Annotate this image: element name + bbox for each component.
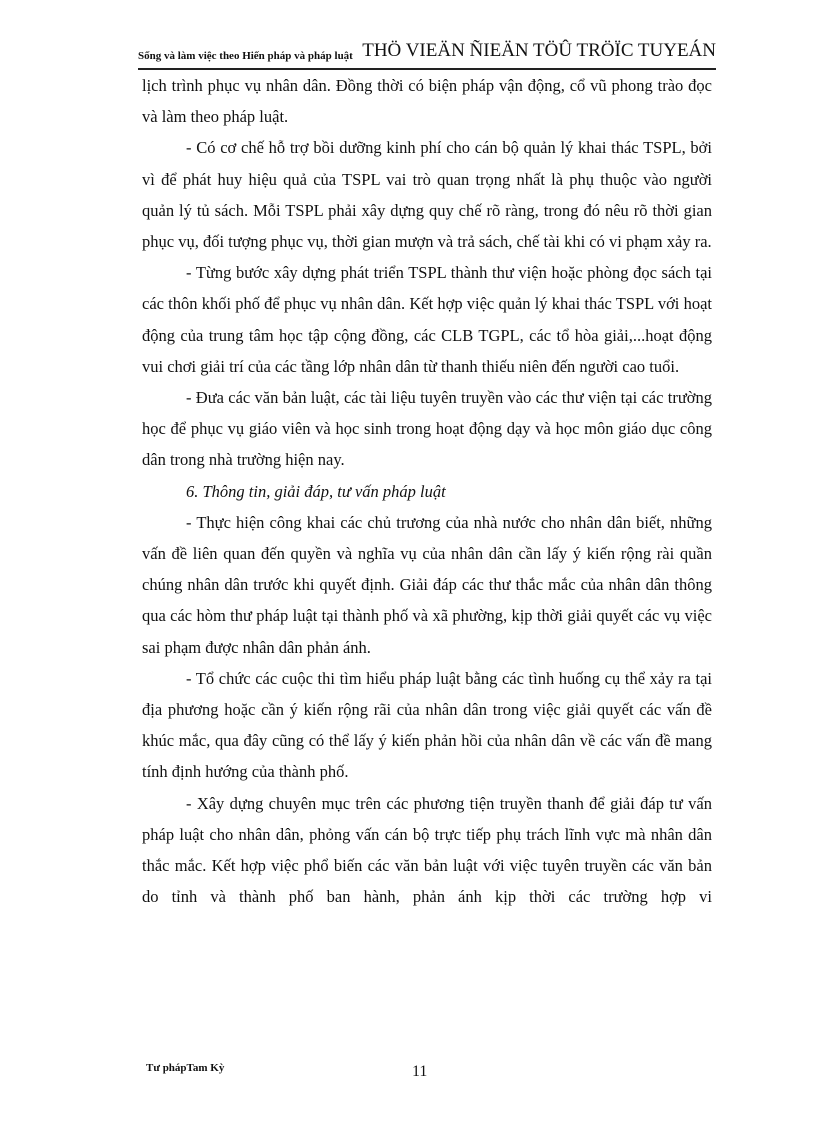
section-heading: 6. Thông tin, giải đáp, tư vấn pháp luật [186,481,446,501]
footer-organization: Tư phápTam Kỳ [146,1062,225,1074]
page-number: 11 [412,1063,428,1080]
paragraph: - Có cơ chế hỗ trợ bồi dưỡng kinh phí cho cán bộ quản lý khai thác TSPL, bởi vì để phát huy hiệu quả của TSPL vai trò quan trọng nhất là phụ thuộc vào người quản lý tủ sách. Mỗi TSPL phải xây dựng quy chế rõ ràng, trong đó nêu rõ thời gian phục vụ, đối tượng phục vụ, thời gian mượn và trả sách, chế tài khi có vi phạm xảy ra. [142,138,712,252]
paragraph: lịch trình phục vụ nhân dân. Đồng thời có biện pháp vận động, cổ vũ phong trào đọc và làm theo pháp luật. [142,76,712,127]
paragraph-last: - Xây dựng chuyên mục trên các phương tiện truyền thanh để giải đáp tư vấn pháp luật cho nhân dân, phỏng vấn cán bộ trực tiếp phụ trách lĩnh vực mà nhân dân thắc mắc. Kết hợp việc phổ biến các văn bản luật với việc tuyên truyền các văn bản do tỉnh và thành phố ban hành, phản ánh kịp thời các trường hợp vi [142,793,712,907]
paragraph: - Tổ chức các cuộc thi tìm hiểu pháp luật bằng các tình huống cụ thể xảy ra tại địa phương hoặc cần ý kiến rộng rãi của nhân dân trong việc giải quyết các vấn đề khúc mắc, qua đây cũng có thể lấy ý kiến phản hồi của nhân dân về các vấn đề mang tính định hướng của thành phố. [142,668,712,782]
header-document-title: Sống và làm việc theo Hiến pháp và pháp luật [138,50,353,62]
paragraph: - Đưa các văn bản luật, các tài liệu tuyên truyền vào các thư viện tại các trường học để phục vụ giáo viên và học sinh trong hoạt động dạy và học môn giáo dục công dân trong nhà trường hiện nay. [142,388,712,470]
paragraph: - Thực hiện công khai các chủ trương của nhà nước cho nhân dân biết, những vấn đề liên quan đến quyền và nghĩa vụ của nhân dân cần lấy ý kiến rộng rài quần chúng nhân dân trước khi quyết định. Giải đáp các thư thắc mắc của nhân dân thông qua các hòm thư pháp luật tại thành phố và xã phường, kịp thời giải quyết các vụ việc sai phạm được nhân dân phản ánh. [142,512,712,657]
header-library-title: THÖ VIEÄN ÑIEÄN TÖÛ TRÖÏC TUYEÁN [362,40,716,61]
page-header [138,30,716,70]
document-body [142,70,712,912]
paragraph: - Từng bước xây dựng phát triển TSPL thành thư viện hoặc phòng đọc sách tại các thôn khối phố để phục vụ nhân dân. Kết hợp việc quản lý khai thác TSPL với hoạt động của trung tâm học tập cộng đồng, các CLB TGPL, các tổ hòa giải,...hoạt động vui chơi giải trí của các tầng lớp nhân dân từ thanh thiếu niên đến người cao tuổi. [142,263,712,376]
